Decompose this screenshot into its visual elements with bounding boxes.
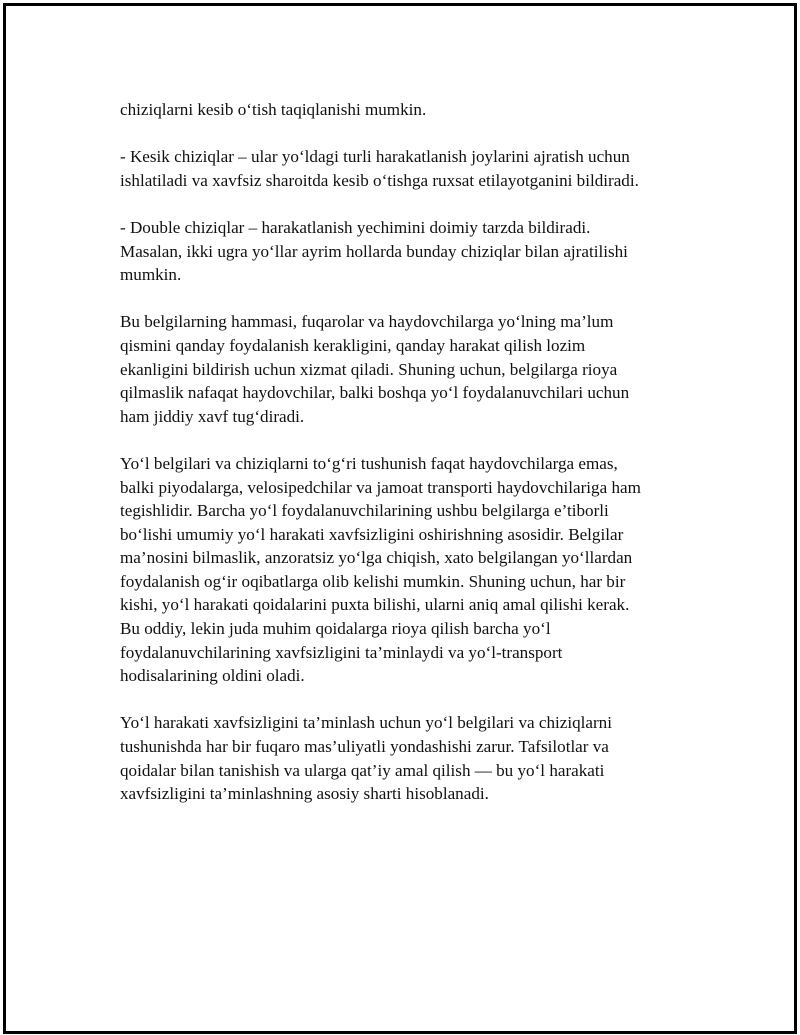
page-frame [3, 3, 797, 1034]
paragraph-4: Bu belgilarning hammasi, fuqarolar va haydovchilarga yo‘lning ma’lum qismini qanday foydalanish kerakligini, qanday harakat qilish lozim ekanligini bildirish uchun xizmat qiladi. Shuning uchun, belgilarga rioya qilmaslik nafaqat haydovchilar, balki boshqa yo‘l foydalanuvchilari uchun ham jiddiy xavf tug‘diradi. [120, 312, 630, 426]
paragraph-5: Yo‘l belgilari va chiziqlarni to‘g‘ri tushunish faqat haydovchilarga emas, balki piyodalarga, velosipedchilar va jamoat transporti haydovchilariga ham tegishlidir. Barcha yo‘l foydalanuvchilarining ushbu belgilarga e’tiborli bo‘lishi umumiy yo‘l harakati xavfsizligini oshirishning asosidir. Belgilar ma’nosini bilmaslik, anzoratsiz yo‘lga chiqish, xato belgilangan yo‘llardan foydalanish og‘ir oqibatlarga olib kelishi mumkin. Shuning uchun, har bir kishi, yo‘l harakati qoidalarini puxta bilishi, ularni aniq amal qilishi kerak. Bu oddiy, lekin juda muhim qoidalarga rioya qilish barcha yo‘l foydalanuvchilarining xavfsizligini ta’minlaydi va yo‘l-transport hodisalarining oldini oladi. [120, 453, 641, 686]
paragraph-3: - Double chiziqlar – harakatlanish yechimini doimiy tarzda bildiradi. Masalan, ikki ugra yo‘llar ayrim hollarda bunday chiziqlar bilan ajratilishi mumkin. [120, 217, 628, 285]
paragraph-6: Yo‘l harakati xavfsizligini ta’minlash uchun yo‘l belgilari va chiziqlarni tushunishda har bir fuqaro mas’uliyatli yondashishi zarur. Tafsilotlar va qoidalar bilan tanishish va ularga qat’iy amal qilish — bu yo‘l harakati xavfsizligini ta’minlashning asosiy sharti hisoblanadi. [120, 713, 612, 804]
paragraph-1: chiziqlarni kesib o‘tish taqiqlanishi mumkin. [120, 100, 427, 119]
document-body [120, 98, 690, 829]
paragraph-2: - Kesik chiziqlar – ular yo‘ldagi turli harakatlanish joylarini ajratish uchun ishlatiladi va xavfsiz sharoitda kesib o‘tishga ruxsat etilayotganini bildiradi. [120, 147, 639, 190]
